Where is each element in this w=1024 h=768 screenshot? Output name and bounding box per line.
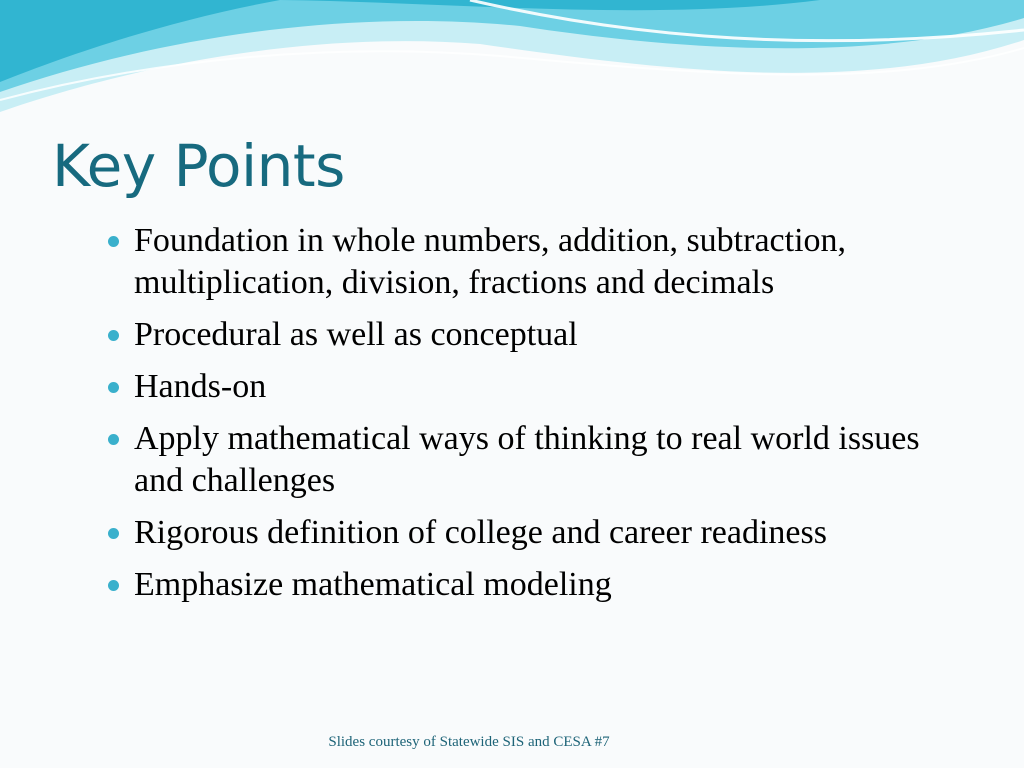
bullet-dot-icon (108, 528, 119, 539)
bullet-dot-icon (108, 382, 119, 393)
bullet-text: Rigorous definition of college and career readiness (134, 514, 827, 551)
bullet-text: Hands-on (134, 368, 267, 405)
bullet-dot-icon (108, 236, 119, 247)
slide-title: Key Points (52, 132, 345, 200)
bullet-item (104, 418, 944, 502)
bullet-text: Emphasize mathematical modeling (134, 566, 612, 603)
header-wave-decoration (0, 0, 1024, 130)
bullet-text: Procedural as well as conceptual (134, 316, 578, 353)
bullet-item (104, 512, 944, 554)
bullet-list (104, 220, 944, 616)
bullet-dot-icon (108, 434, 119, 445)
bullet-text: Apply mathematical ways of thinking to real world issues and challenges (134, 420, 920, 499)
bullet-item (104, 314, 944, 356)
bullet-item (104, 564, 944, 606)
bullet-item (104, 366, 944, 408)
bullet-dot-icon (108, 580, 119, 591)
bullet-item (104, 220, 944, 304)
bullet-dot-icon (108, 330, 119, 341)
slide-footer: Slides courtesy of Statewide SIS and CESA #7 (328, 734, 610, 750)
bullet-text: Foundation in whole numbers, addition, subtraction, multiplication, division, fractions and decimals (134, 222, 847, 301)
